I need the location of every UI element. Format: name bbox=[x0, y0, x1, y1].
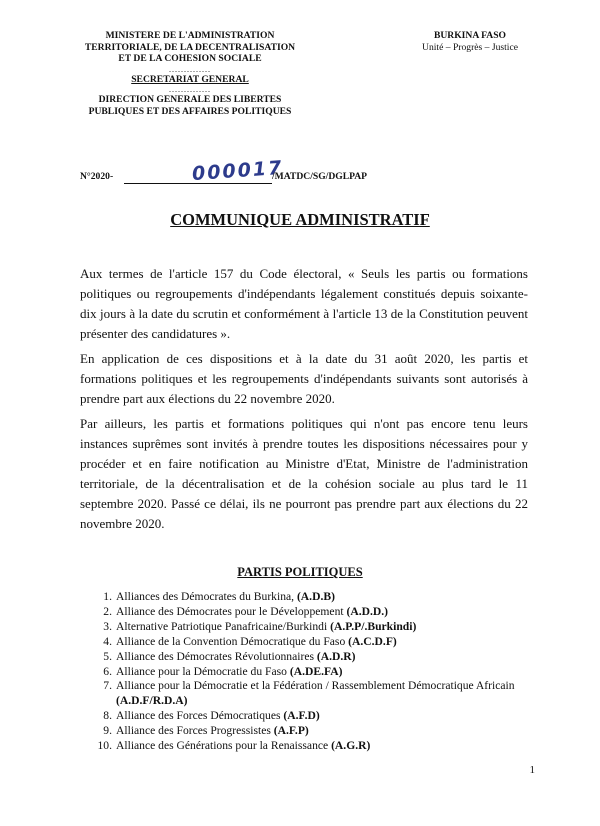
party-acronym: (A.D.R) bbox=[316, 649, 356, 663]
ministry-header bbox=[50, 30, 330, 118]
document-title: COMMUNIQUE ADMINISTRATIF bbox=[170, 210, 430, 229]
list-item bbox=[90, 709, 540, 724]
item-number: 1. bbox=[103, 590, 112, 603]
party-acronym: (A.D.D.) bbox=[346, 604, 389, 618]
party-acronym: (A.D.B) bbox=[296, 590, 335, 603]
reference-prefix: N°2020- bbox=[80, 171, 114, 182]
party-name: Alliance des Forces Démocratiques bbox=[116, 709, 284, 723]
item-number: 3. bbox=[103, 619, 112, 633]
party-list bbox=[90, 590, 540, 754]
country-header bbox=[400, 30, 540, 53]
reference-number bbox=[80, 156, 400, 187]
list-item bbox=[90, 739, 540, 754]
party-name: Alliance pour la Démocratie du Faso bbox=[116, 664, 290, 678]
list-item bbox=[90, 679, 540, 709]
party-name: Alliance de la Convention Démocratique du Faso bbox=[116, 634, 349, 648]
party-acronym: (A.G.R) bbox=[331, 739, 371, 753]
paragraph-deadline: Par ailleurs, les partis et formations politiques qui n'ont pas encore tenu leurs instances suprêmes sont invités à prendre toutes les dispositions nécessaires pour y procéder et en faire notification au Ministre d'Etat, Ministre de l'administration territoriale, de la décentralisation et de la cohésion sociale au plus tard le 11 septembre 2020. Passé ce délai, ils ne pourront pas prendre part aux élections du 22 novembre 2020. bbox=[80, 416, 528, 531]
item-number: 5. bbox=[103, 649, 112, 663]
list-item bbox=[90, 605, 540, 620]
reference-suffix: /MATDC/SG/DGLPAP bbox=[272, 171, 368, 182]
ministry-line: TERRITORIALE, DE LA DECENTRALISATION bbox=[84, 41, 296, 53]
separator-dots: .............. bbox=[169, 85, 211, 95]
party-name: Alliances des Démocrates du Burkina, bbox=[116, 590, 297, 603]
list-item bbox=[90, 590, 540, 605]
party-acronym: (A.P.P/.Burkindi) bbox=[330, 619, 417, 633]
party-acronym: (A.F.P) bbox=[273, 724, 309, 738]
party-name: Alliance des Générations pour la Renaissance bbox=[116, 739, 332, 753]
paragraph-legal-basis: Aux termes de l'article 157 du Code électoral, « Seuls les partis ou formations politiques ou regroupements d'indépendants légalement constitués depuis soixante-dix jours à la date du scrutin et conformément à l'article 13 de la Constitution peuvent présenter des candidatures ». bbox=[80, 266, 528, 341]
direction-line: DIRECTION GENERALE DES LIBERTES bbox=[98, 94, 282, 106]
list-item bbox=[90, 665, 540, 680]
ministry-line: MINISTERE DE L'ADMINISTRATION bbox=[105, 30, 275, 41]
item-number: 4. bbox=[103, 634, 112, 648]
item-number: 8. bbox=[103, 709, 112, 723]
party-name: Alliance des Démocrates Révolutionnaires bbox=[116, 649, 317, 663]
list-item bbox=[90, 620, 540, 635]
party-name: Alliance des Forces Progressistes bbox=[116, 724, 274, 738]
handwritten-reference-number: 000017 bbox=[191, 156, 284, 186]
party-acronym: (A.F.D) bbox=[283, 709, 320, 723]
separator-dots: .............. bbox=[169, 64, 211, 74]
ministry-line: ET DE LA COHESION SOCIALE bbox=[118, 53, 262, 65]
item-number: 10. bbox=[97, 739, 112, 753]
party-name: Alliance des Démocrates pour le Développement bbox=[116, 604, 347, 618]
secretariat-label: SECRETARIAT GENERAL bbox=[131, 73, 249, 85]
country-name: BURKINA FASO bbox=[433, 30, 507, 41]
page-number: 1 bbox=[529, 764, 535, 776]
item-number: 7. bbox=[103, 679, 112, 693]
party-acronym: (A.C.D.F) bbox=[348, 634, 397, 648]
list-item bbox=[90, 650, 540, 665]
section-title-parties: PARTIS POLITIQUES bbox=[237, 565, 363, 579]
item-number: 6. bbox=[103, 664, 112, 678]
national-motto: Unité – Progrès – Justice bbox=[422, 41, 518, 53]
item-number: 2. bbox=[103, 604, 112, 618]
party-acronym: (A.DE.FA) bbox=[289, 664, 343, 678]
list-item bbox=[90, 635, 540, 650]
party-acronym: (A.D.F/R.D.A) bbox=[116, 694, 188, 708]
list-item bbox=[90, 724, 540, 739]
paragraph-authorization: En application de ces dispositions et à la date du 31 août 2020, les partis et formations politiques et les regroupements d'indépendants suivants sont autorisés à prendre part aux élections du 22 novembre 2020. bbox=[80, 351, 528, 406]
direction-line: PUBLIQUES ET DES AFFAIRES POLITIQUES bbox=[88, 105, 292, 117]
party-name: Alliance pour la Démocratie et la Fédération / Rassemblement Démocratique Africain bbox=[116, 679, 515, 693]
item-number: 9. bbox=[103, 724, 112, 738]
party-name: Alternative Patriotique Panafricaine/Burkindi bbox=[116, 619, 331, 633]
